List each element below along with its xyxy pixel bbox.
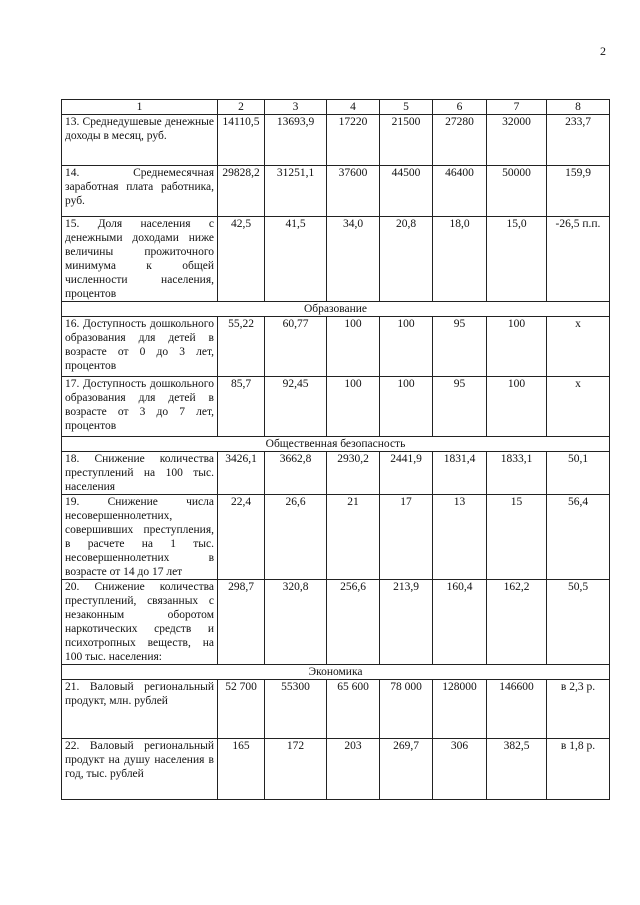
value-cell: 2441,9 [380, 452, 433, 495]
indicator-cell: 22. Валовый региональный продукт на душу населения в год, тыс. рублей [62, 739, 218, 800]
column-header-4: 4 [327, 100, 380, 115]
indicator-cell: 14. Среднемесячная заработная плата работника, руб. [62, 166, 218, 217]
value-cell: 15,0 [487, 217, 547, 302]
value-cell: 55300 [265, 680, 327, 739]
value-cell: 100 [487, 317, 547, 377]
value-cell: х [547, 377, 610, 437]
value-cell: 382,5 [487, 739, 547, 800]
value-cell: 213,9 [380, 580, 433, 665]
value-cell: 20,8 [380, 217, 433, 302]
value-cell: 14110,5 [218, 115, 265, 166]
value-cell: 1833,1 [487, 452, 547, 495]
value-cell: 320,8 [265, 580, 327, 665]
value-cell: 32000 [487, 115, 547, 166]
column-header-1: 1 [62, 100, 218, 115]
value-cell: 100 [327, 317, 380, 377]
value-cell: 65 600 [327, 680, 380, 739]
value-cell: 172 [265, 739, 327, 800]
value-cell: 26,6 [265, 495, 327, 580]
table-row [62, 452, 610, 495]
value-cell: 203 [327, 739, 380, 800]
value-cell: 34,0 [327, 217, 380, 302]
page-number: 2 [600, 44, 606, 58]
value-cell: 2930,2 [327, 452, 380, 495]
value-cell: 306 [433, 739, 487, 800]
value-cell: 42,5 [218, 217, 265, 302]
value-cell: 256,6 [327, 580, 380, 665]
value-cell: 100 [487, 377, 547, 437]
value-cell: 298,7 [218, 580, 265, 665]
value-cell: 13 [433, 495, 487, 580]
column-header-6: 6 [433, 100, 487, 115]
value-cell: 162,2 [487, 580, 547, 665]
value-cell: 50,5 [547, 580, 610, 665]
table-row [62, 317, 610, 377]
section-row [62, 437, 610, 452]
table-row [62, 495, 610, 580]
value-cell: -26,5 п.п. [547, 217, 610, 302]
table-row [62, 739, 610, 800]
value-cell: 160,4 [433, 580, 487, 665]
value-cell: 52 700 [218, 680, 265, 739]
indicator-cell: 17. Доступность дошкольного образования для детей в возрасте от 3 до 7 лет, процентов [62, 377, 218, 437]
indicator-cell: 13. Среднедушевые денежные доходы в месяц, руб. [62, 115, 218, 166]
value-cell: 100 [327, 377, 380, 437]
section-row [62, 302, 610, 317]
value-cell: 21 [327, 495, 380, 580]
column-header-8: 8 [547, 100, 610, 115]
value-cell: 29828,2 [218, 166, 265, 217]
table-body [62, 100, 610, 800]
value-cell: 41,5 [265, 217, 327, 302]
value-cell: 78 000 [380, 680, 433, 739]
value-cell: 15 [487, 495, 547, 580]
section-title: Экономика [62, 665, 610, 680]
value-cell: 50,1 [547, 452, 610, 495]
table-row [62, 217, 610, 302]
value-cell: 17220 [327, 115, 380, 166]
table-row [62, 166, 610, 217]
value-cell: 21500 [380, 115, 433, 166]
indicator-cell: 20. Снижение количества преступлений, связанных с незаконным оборотом наркотических средств и психотропных веществ, на 100 тыс. населения: [62, 580, 218, 665]
value-cell: 3662,8 [265, 452, 327, 495]
value-cell: 60,77 [265, 317, 327, 377]
value-cell: 95 [433, 317, 487, 377]
indicator-cell: 16. Доступность дошкольного образования для детей в возрасте от 0 до 3 лет, процентов [62, 317, 218, 377]
column-header-7: 7 [487, 100, 547, 115]
value-cell: 44500 [380, 166, 433, 217]
indicator-cell: 21. Валовый региональный продукт, млн. рублей [62, 680, 218, 739]
value-cell: 95 [433, 377, 487, 437]
value-cell: 27280 [433, 115, 487, 166]
value-cell: 31251,1 [265, 166, 327, 217]
value-cell: 56,4 [547, 495, 610, 580]
indicators-table [61, 99, 610, 800]
value-cell: в 1,8 р. [547, 739, 610, 800]
header-row [62, 100, 610, 115]
value-cell: 46400 [433, 166, 487, 217]
table-row [62, 377, 610, 437]
value-cell: 3426,1 [218, 452, 265, 495]
value-cell: в 2,3 р. [547, 680, 610, 739]
value-cell: 17 [380, 495, 433, 580]
value-cell: 100 [380, 377, 433, 437]
value-cell: 13693,9 [265, 115, 327, 166]
section-row [62, 665, 610, 680]
table-row [62, 680, 610, 739]
value-cell: 37600 [327, 166, 380, 217]
value-cell: 128000 [433, 680, 487, 739]
value-cell: 85,7 [218, 377, 265, 437]
value-cell: 100 [380, 317, 433, 377]
table-row [62, 115, 610, 166]
value-cell: 269,7 [380, 739, 433, 800]
value-cell: 146600 [487, 680, 547, 739]
value-cell: 92,45 [265, 377, 327, 437]
value-cell: 50000 [487, 166, 547, 217]
value-cell: 22,4 [218, 495, 265, 580]
value-cell: 165 [218, 739, 265, 800]
section-title: Общественная безопасность [62, 437, 610, 452]
value-cell: 159,9 [547, 166, 610, 217]
indicator-cell: 18. Снижение количества преступлений на 100 тыс. населения [62, 452, 218, 495]
table-row [62, 580, 610, 665]
column-header-5: 5 [380, 100, 433, 115]
value-cell: 233,7 [547, 115, 610, 166]
column-header-3: 3 [265, 100, 327, 115]
value-cell: 55,22 [218, 317, 265, 377]
value-cell: 1831,4 [433, 452, 487, 495]
value-cell: 18,0 [433, 217, 487, 302]
indicator-cell: 15. Доля населения с денежными доходами ниже величины прожиточного минимума к общей численности населения, процентов [62, 217, 218, 302]
section-title: Образование [62, 302, 610, 317]
indicator-cell: 19. Снижение числа несовершеннолетних, совершивших преступления, в расчете на 1 тыс. несовершеннолетних в возрасте от 14 до 17 лет [62, 495, 218, 580]
value-cell: х [547, 317, 610, 377]
column-header-2: 2 [218, 100, 265, 115]
